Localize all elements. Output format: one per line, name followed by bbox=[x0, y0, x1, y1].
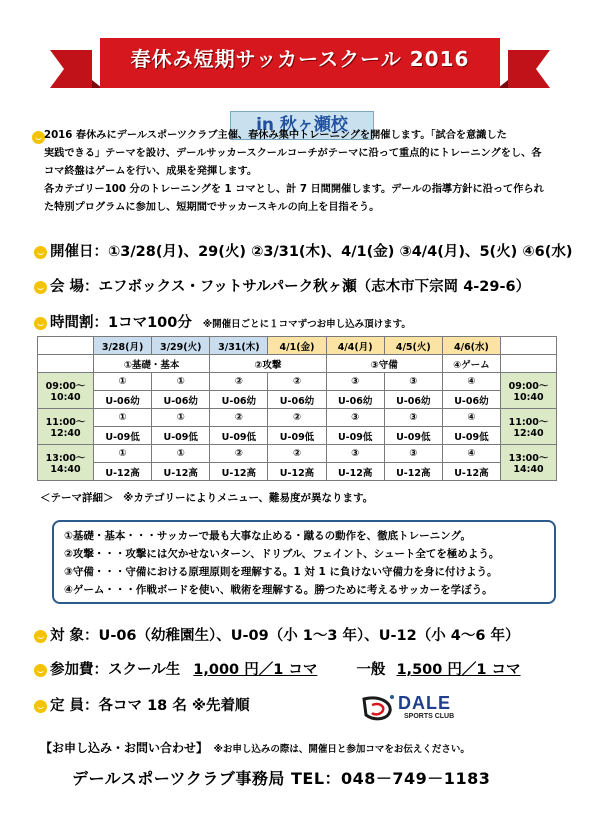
class-cell: U-12高 bbox=[384, 463, 442, 481]
time-cell: 11:00～ 12:40 bbox=[38, 409, 94, 445]
fee-label: 参加費：スクール生 bbox=[50, 662, 181, 678]
theme-mark: ④ bbox=[442, 445, 500, 463]
theme-mark: ② bbox=[268, 409, 326, 427]
table-row bbox=[38, 427, 557, 445]
logo-mark-icon bbox=[360, 693, 396, 723]
theme-detail-box bbox=[52, 520, 556, 604]
contact-note: ※お申し込みの際は、開催日と参加コマをお伝えください。 bbox=[213, 744, 470, 755]
capacity-line: 定 員：各コマ 18 名 ※先着順 bbox=[50, 698, 250, 714]
date-header: 4/1(金) bbox=[268, 337, 326, 355]
class-cell: U-09低 bbox=[152, 427, 210, 445]
smile-icon bbox=[34, 664, 47, 677]
theme-mark: ④ bbox=[442, 373, 500, 391]
theme-detail-line bbox=[40, 490, 373, 505]
class-cell: U-09低 bbox=[210, 427, 268, 445]
detail-item: ①基礎・基本・・・サッカーで最も大事な止める・蹴るの動作を、徹底トレーニング。 bbox=[64, 530, 472, 542]
smile-icon bbox=[34, 281, 47, 294]
class-cell: U-12高 bbox=[210, 463, 268, 481]
class-cell: U-09低 bbox=[94, 427, 152, 445]
theme-mark: ① bbox=[94, 409, 152, 427]
time-cell: 09:00～ 10:40 bbox=[38, 373, 94, 409]
time-cell: 09:00～ 10:40 bbox=[501, 373, 557, 409]
detail-item: ②攻撃・・・攻撃には欠かせないターン、ドリブル、フェイント、シュート全てを極めよう。 bbox=[64, 548, 500, 560]
school-price: 1,000 円／1 コマ bbox=[193, 662, 318, 678]
table-row bbox=[38, 391, 557, 409]
table-row bbox=[38, 463, 557, 481]
theme-mark: ② bbox=[210, 445, 268, 463]
class-cell: U-06幼 bbox=[326, 391, 384, 409]
date-header: 3/29(火) bbox=[152, 337, 210, 355]
general-label: 一般 bbox=[356, 662, 386, 678]
class-cell: U-09低 bbox=[268, 427, 326, 445]
theme-mark: ① bbox=[94, 373, 152, 391]
theme-header: ②攻撃 bbox=[210, 355, 326, 373]
time-cell: 13:00～ 14:40 bbox=[38, 445, 94, 481]
general-price: 1,500 円／1 コマ bbox=[396, 662, 521, 678]
intro-line-2: 実践できる」テーマを設け、デールサッカースクールコーチがテーマに沿って重点的にトレーニングをし、各 bbox=[44, 148, 542, 159]
theme-mark: ① bbox=[152, 373, 210, 391]
contact-line bbox=[40, 737, 470, 756]
date-header: 3/31(木) bbox=[210, 337, 268, 355]
class-cell: U-12高 bbox=[152, 463, 210, 481]
theme-mark: ② bbox=[268, 373, 326, 391]
theme-mark: ① bbox=[152, 445, 210, 463]
class-cell: U-06幼 bbox=[210, 391, 268, 409]
smile-icon bbox=[34, 700, 47, 713]
venue-tag: in 秋ヶ瀬校 bbox=[230, 111, 374, 140]
table-row bbox=[38, 373, 557, 391]
time-cell: 11:00～ 12:40 bbox=[501, 409, 557, 445]
fee-line bbox=[50, 658, 521, 679]
intro-line-1: 2016 春休みにデールスポーツクラブ主催、春休み集中トレーニングを開催します。「試合を意識した bbox=[44, 130, 507, 141]
theme-mark: ③ bbox=[326, 373, 384, 391]
logo-name: DALE bbox=[398, 693, 451, 713]
intro-line-4: 各カテゴリー100 分のトレーニングを 1 コマとし、計 7 日間開催します。デールの指導方針に沿って作られ bbox=[44, 184, 544, 195]
theme-mark: ① bbox=[94, 445, 152, 463]
date-header: 3/28(月) bbox=[94, 337, 152, 355]
theme-header: ①基礎・基本 bbox=[94, 355, 210, 373]
dale-logo bbox=[360, 693, 490, 723]
class-cell: U-12高 bbox=[326, 463, 384, 481]
theme-mark: ③ bbox=[384, 373, 442, 391]
target-line: 対 象：U-06（幼稚園生）、U-09（小 1～3 年）、U-12（小 4～6 年） bbox=[50, 628, 520, 644]
class-cell: U-12高 bbox=[442, 463, 500, 481]
time-line bbox=[50, 311, 411, 332]
table-row bbox=[38, 445, 557, 463]
banner-title: 春休み短期サッカースクール 2016 bbox=[130, 47, 470, 71]
office-line: デールスポーツクラブ事務局 TEL：048－749－1183 bbox=[72, 769, 491, 788]
theme-mark: ① bbox=[152, 409, 210, 427]
date-row bbox=[38, 337, 557, 355]
class-cell: U-06幼 bbox=[94, 391, 152, 409]
class-cell: U-06幼 bbox=[384, 391, 442, 409]
date-header: 4/4(月) bbox=[326, 337, 384, 355]
theme-header: ③守備 bbox=[326, 355, 442, 373]
theme-mark: ③ bbox=[326, 445, 384, 463]
time-cell: 13:00～ 14:40 bbox=[501, 445, 557, 481]
date-header: 4/6(水) bbox=[442, 337, 500, 355]
theme-row bbox=[38, 355, 557, 373]
smile-icon bbox=[34, 246, 47, 259]
smile-icon bbox=[34, 630, 47, 643]
schedule-table bbox=[37, 336, 557, 481]
class-cell: U-06幼 bbox=[268, 391, 326, 409]
theme-mark: ③ bbox=[384, 445, 442, 463]
place-line: 会 場：エフボックス・フットサルパーク秋ヶ瀬（志木市下宗岡 4-29-6） bbox=[50, 279, 531, 295]
class-cell: U-09低 bbox=[442, 427, 500, 445]
logo-sub: SPORTS CLUB bbox=[404, 713, 455, 720]
theme-mark: ④ bbox=[442, 409, 500, 427]
detail-item: ③守備・・・守備における原理原則を理解する。1 対 1 に負けない守備力を身に付けよう。 bbox=[64, 566, 498, 578]
theme-mark: ② bbox=[268, 445, 326, 463]
class-cell: U-06幼 bbox=[152, 391, 210, 409]
time-note: ※開催日ごとに１コマずつお申し込み頂けます。 bbox=[202, 319, 411, 330]
theme-mark: ③ bbox=[326, 409, 384, 427]
dates-line: 開催日：①3/28(月)、29(火) ②3/31(木)、4/1(金) ③4/4(月)、5(火) ④6(水) bbox=[50, 244, 573, 260]
intro-line-5: た特別プログラムに参加し、短期間でサッカースキルの向上を目指そう。 bbox=[44, 202, 380, 213]
class-cell: U-09低 bbox=[326, 427, 384, 445]
theme-mark: ② bbox=[210, 409, 268, 427]
class-cell: U-12高 bbox=[94, 463, 152, 481]
table-row bbox=[38, 409, 557, 427]
date-header: 4/5(火) bbox=[384, 337, 442, 355]
smile-icon bbox=[34, 317, 47, 330]
class-cell: U-06幼 bbox=[442, 391, 500, 409]
class-cell: U-12高 bbox=[268, 463, 326, 481]
class-cell: U-09低 bbox=[384, 427, 442, 445]
detail-item: ④ゲーム・・・作戦ボードを使い、戦術を理解する。勝つために考えるサッカーを学ぼう。 bbox=[64, 584, 493, 596]
time-main: 時間割：1コマ100分 bbox=[50, 315, 192, 331]
contact-heading: 【お申し込み・お問い合わせ】 bbox=[40, 741, 209, 755]
theme-mark: ② bbox=[210, 373, 268, 391]
theme-mark: ③ bbox=[384, 409, 442, 427]
theme-detail-note: ※カテゴリーによりメニュー、難易度が異なります。 bbox=[123, 492, 374, 504]
theme-detail-heading: ＜テーマ詳細＞ bbox=[40, 492, 114, 504]
theme-header: ④ゲーム bbox=[442, 355, 500, 373]
intro-line-3: コマ終盤はゲームを行い、成果を発揮します。 bbox=[44, 166, 258, 177]
